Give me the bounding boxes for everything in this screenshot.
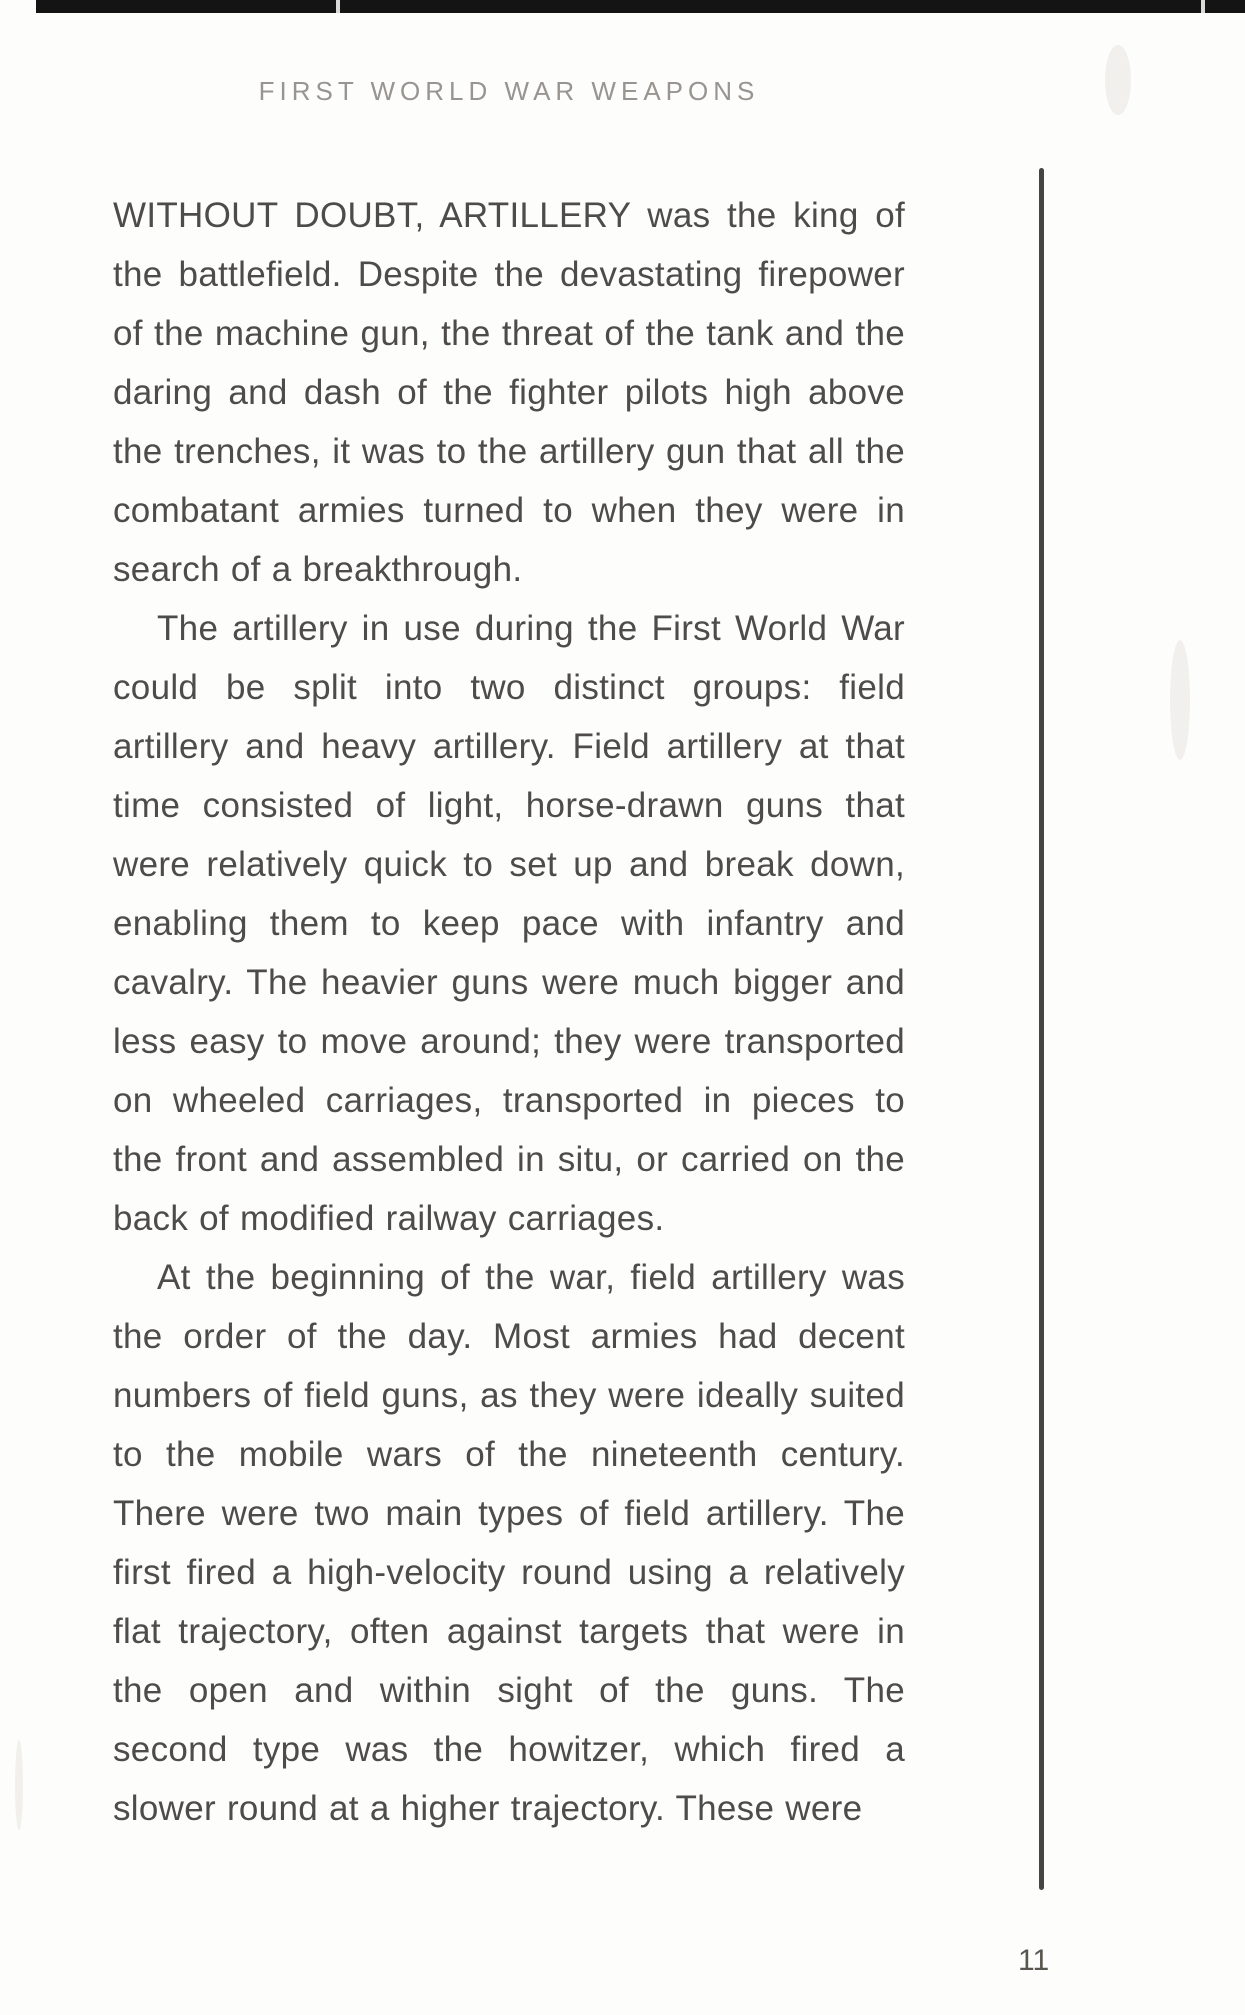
paragraph: The artillery in use during the First World War could be split into two distinct groups: field artillery and heavy artillery. Field artillery at that time consisted of light, horse-drawn guns that were relatively quick to set up and break down, enabling them to keep pace with infantry and cavalry. The heavier guns were much bigger and less easy to move around; they were transported on wheeled carriages, transported in pieces to the front and assembled in situ, or carried on the back of modified railway carriages. bbox=[113, 609, 905, 1238]
scan-artifact bbox=[1105, 45, 1131, 115]
page-number: 11 bbox=[1018, 1944, 1050, 1977]
page-margin-rule bbox=[1039, 168, 1044, 1890]
paragraph: WITHOUT DOUBT, ARTILLERY was the king of the battlefield. Despite the devastating firepower of the machine gun, the threat of the tank and the daring and dash of the fighter pilots high above the trenches, it was to the artillery gun that all the combatant armies turned to when they were in search of a breakthrough. bbox=[113, 196, 905, 589]
scan-artifact bbox=[15, 1740, 23, 1830]
body-text-column bbox=[113, 186, 905, 1838]
scan-artifact bbox=[1170, 640, 1190, 760]
running-header: FIRST WORLD WAR WEAPONS bbox=[258, 76, 760, 106]
scan-edge-gap bbox=[1201, 0, 1205, 13]
scan-edge-gap bbox=[336, 0, 340, 13]
scan-edge-bar bbox=[36, 0, 1245, 13]
paragraph: At the beginning of the war, field artillery was the order of the day. Most armies had decent numbers of field guns, as they were ideally suited to the mobile wars of the nineteenth century. There were two main types of field artillery. The first fired a high-velocity round using a relatively flat trajectory, often against targets that were in the open and within sight of the guns. The second type was the howitzer, which fired a slower round at a higher trajectory. These were bbox=[113, 1258, 905, 1828]
